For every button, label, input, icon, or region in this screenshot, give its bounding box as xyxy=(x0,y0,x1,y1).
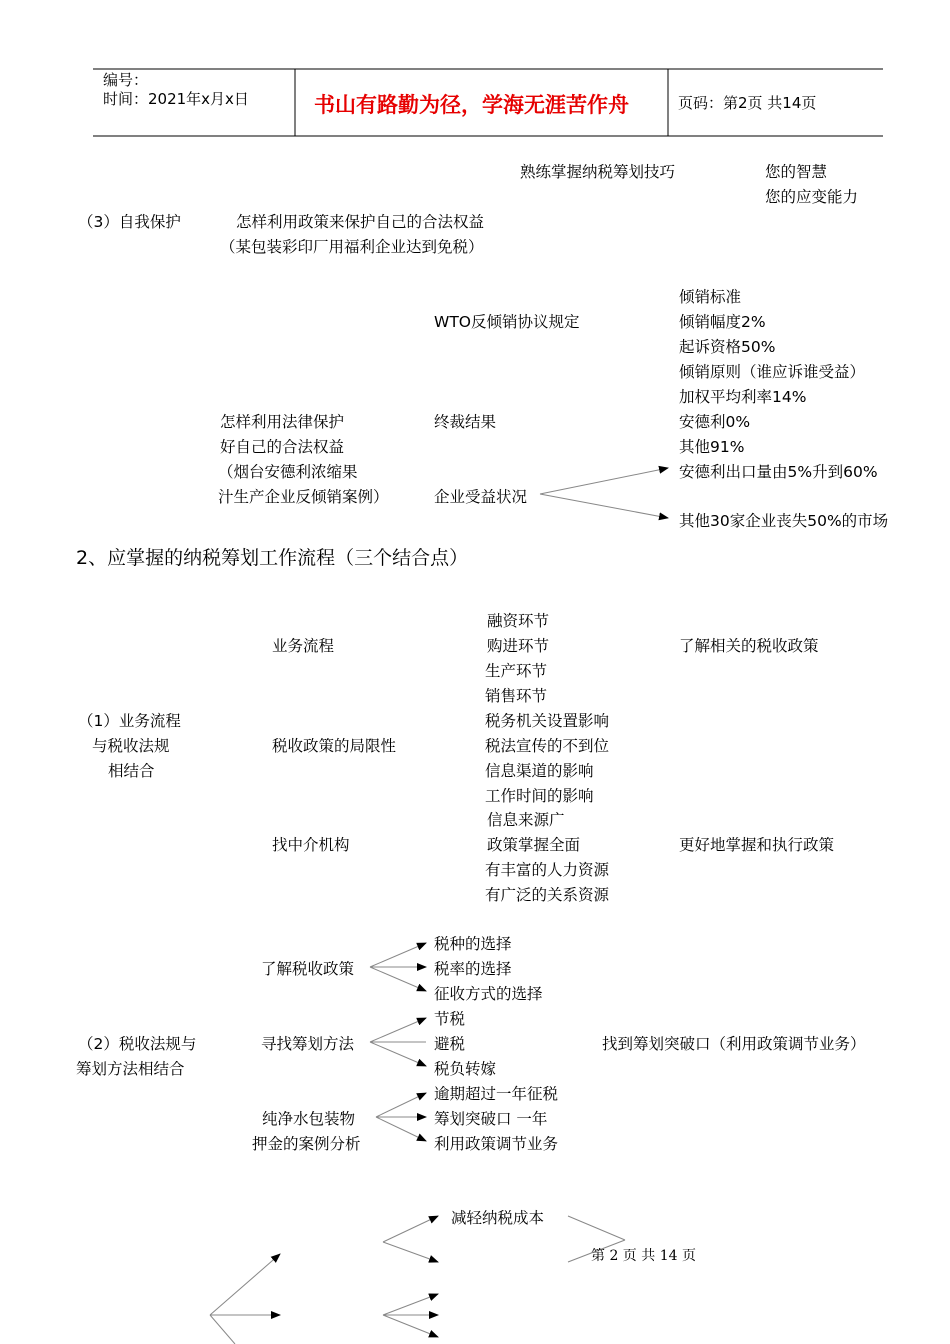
right-item: 安德利0% xyxy=(679,413,751,431)
part1-mid-item: 信息渠道的影响 xyxy=(485,762,594,780)
header-motto: 书山有路勤为径，学海无涯苦作舟 xyxy=(314,93,629,117)
part1-mid-item: 购进环节 xyxy=(487,637,550,655)
right-item: 倾销标准 xyxy=(679,288,742,306)
part1-mid-item: 融资环节 xyxy=(487,612,550,630)
part1-mid-item: 税法宣传的不到位 xyxy=(485,737,610,755)
skill-text: 熟练掌握纳税筹划技巧 xyxy=(520,163,676,181)
right-item: 加权平均利率14% xyxy=(679,388,807,406)
law-left-line: 好自己的合法权益 xyxy=(220,438,345,456)
case-label: 纯净水包装物 xyxy=(262,1110,356,1128)
policy-limit-label: 税收政策的局限性 xyxy=(272,737,397,755)
right-item: 起诉资格50% xyxy=(679,338,776,356)
know-policy-text: 了解相关的税收政策 xyxy=(679,637,819,655)
part2-item: 避税 xyxy=(434,1035,466,1053)
part1-mid-item: 信息来源广 xyxy=(487,811,565,829)
part2-item: 税负转嫁 xyxy=(434,1060,497,1078)
part2-item: 利用政策调节业务 xyxy=(434,1135,559,1153)
part2-item: 筹划突破口 一年 xyxy=(434,1110,548,1128)
part1-mid-item: 有丰富的人力资源 xyxy=(485,861,610,879)
law-left-line: 汁生产企业反倾销案例） xyxy=(218,488,389,506)
self-protect-label: （3）自我保护 xyxy=(78,213,181,231)
breakthrough-text: 找到筹划突破口（利用政策调节业务） xyxy=(602,1035,866,1053)
self-protect-line1: 怎样利用政策来保护自己的合法权益 xyxy=(236,213,485,231)
part1-mid-item: 有广泛的关系资源 xyxy=(485,886,610,904)
right-item: 其他91% xyxy=(679,438,745,456)
part2-item: 税种的选择 xyxy=(434,935,512,953)
part1-mid-item: 销售环节 xyxy=(485,687,548,705)
law-left-line: 怎样利用法律保护 xyxy=(220,413,345,431)
right-item: 倾销原则（谁应诉谁受益） xyxy=(679,363,866,381)
right-item: 其他30家企业丧失50%的市场 xyxy=(679,512,889,530)
part2-label: （2）税收法规与 xyxy=(78,1035,197,1053)
part2-item: 节税 xyxy=(434,1010,466,1028)
part1-label: 相结合 xyxy=(108,762,155,780)
part2-item: 税率的选择 xyxy=(434,960,512,978)
adapt-text: 您的应变能力 xyxy=(765,188,859,206)
benefit-arrow-down xyxy=(540,494,668,518)
page-label: 页码：第2页 共14页 xyxy=(678,94,817,112)
section-heading: 2、应掌握的纳税筹划工作流程（三个结合点） xyxy=(76,547,469,569)
self-protect-line2: （某包装彩印厂用福利企业达到免税） xyxy=(220,238,484,256)
wisdom-text: 您的智慧 xyxy=(765,163,828,181)
wto-label: WTO反倾销协议规定 xyxy=(434,313,580,331)
right-item: 倾销幅度2% xyxy=(679,313,766,331)
part2-item: 征收方式的选择 xyxy=(434,985,543,1003)
time-label: 时间：2021年x月x日 xyxy=(103,90,249,108)
benefit-arrow-up xyxy=(540,468,668,494)
benefit-label: 企业受益状况 xyxy=(434,488,528,506)
find-method-label: 寻找筹划方法 xyxy=(261,1035,355,1053)
part1-mid-item: 税务机关设置影响 xyxy=(485,712,610,730)
part2-item: 逾期超过一年征税 xyxy=(434,1085,559,1103)
better-grasp-text: 更好地掌握和执行政策 xyxy=(679,836,835,854)
case-label: 押金的案例分析 xyxy=(252,1135,361,1153)
agency-label: 找中介机构 xyxy=(272,836,350,854)
reduce-cost-text: 减轻纳税成本 xyxy=(451,1209,545,1227)
part1-mid-item: 政策掌握全面 xyxy=(487,836,581,854)
part2-label: 筹划方法相结合 xyxy=(76,1060,185,1078)
law-left-line: （烟台安德利浓缩果 xyxy=(218,463,358,481)
ruling-label: 终裁结果 xyxy=(434,413,497,431)
serial-label: 编号： xyxy=(103,71,149,89)
business-flow-label: 业务流程 xyxy=(272,637,335,655)
footer-page-number: 第 2 页 共 14 页 xyxy=(591,1248,696,1264)
part1-mid-item: 工作时间的影响 xyxy=(485,787,594,805)
part1-label: 与税收法规 xyxy=(92,737,170,755)
understand-label: 了解税收政策 xyxy=(261,960,355,978)
part1-label: （1）业务流程 xyxy=(78,712,181,730)
right-item: 安德利出口量由5%升到60% xyxy=(679,463,878,481)
part1-mid-item: 生产环节 xyxy=(485,662,548,680)
